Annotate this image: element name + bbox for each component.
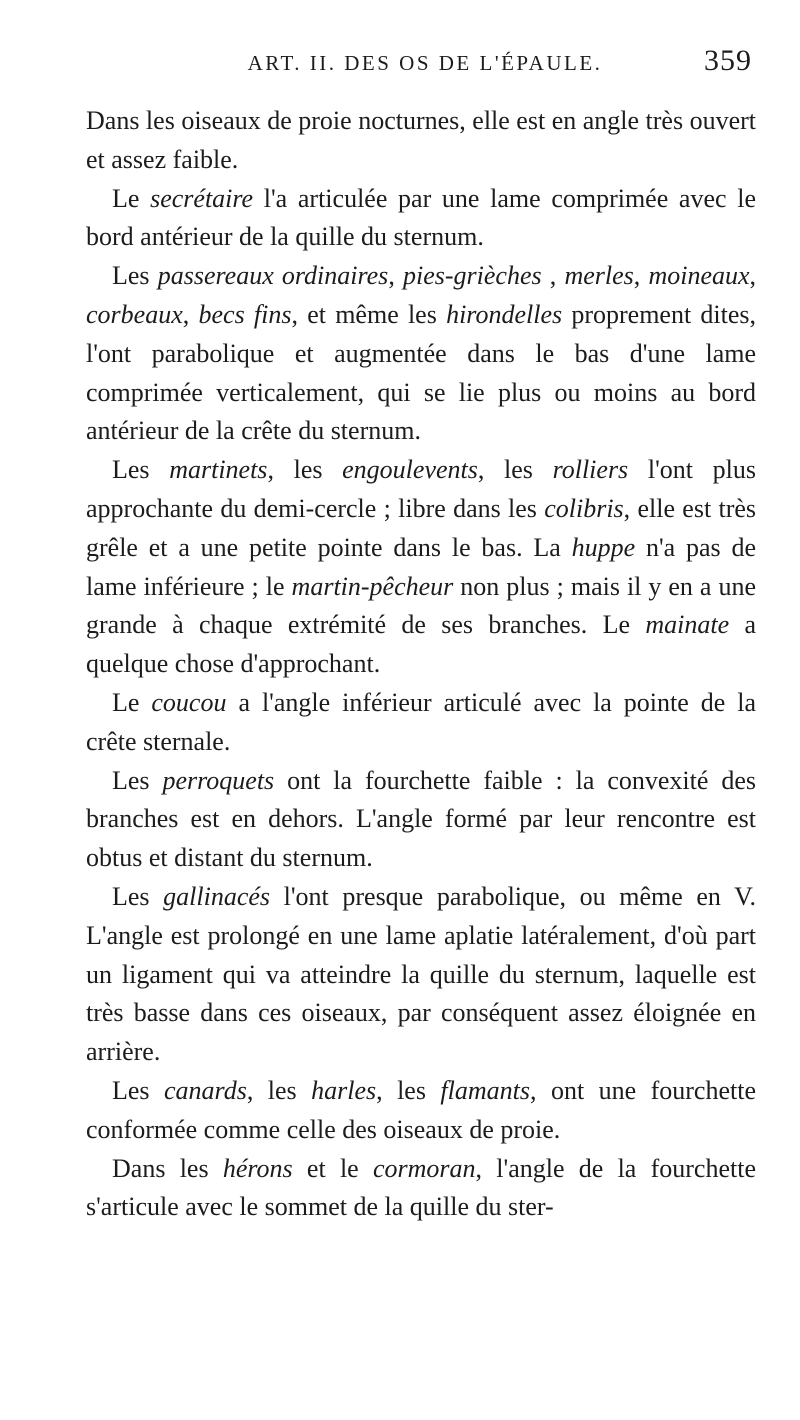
text-run: ont la fourchette faible : la convexité des branches est en dehors. L'angle formé par leur rencontre est obtus et distant du sternum. xyxy=(86,765,756,873)
text-run: Dans les oiseaux de proie nocturnes, elle est en angle très ouvert et assez faible. xyxy=(86,106,756,174)
italic-term: moineaux xyxy=(648,261,750,291)
paragraph xyxy=(86,878,756,1072)
running-head-title: ART. II. DES OS DE L'ÉPAULE. xyxy=(247,51,603,75)
text-run: , ont une fourchette conformée comme celle des oiseaux de proie. xyxy=(86,1075,756,1144)
paragraph xyxy=(86,1150,756,1228)
text-run: , elle est très grêle et a une petite pointe dans le bas. La xyxy=(86,493,757,562)
running-head xyxy=(86,44,756,100)
paragraph xyxy=(86,180,756,258)
body-text xyxy=(86,102,756,1227)
text-run: , xyxy=(541,261,565,291)
paragraph xyxy=(86,684,756,762)
italic-term: pies-grièches xyxy=(402,261,542,291)
text-run: l'ont plus approchante du demi-cercle ; libre dans les xyxy=(86,455,756,523)
italic-term: corbeaux xyxy=(86,299,183,329)
text-run: Les xyxy=(112,881,164,911)
italic-term: hérons xyxy=(222,1153,293,1183)
italic-term: secrétaire xyxy=(150,183,254,213)
italic-term: merles xyxy=(564,261,634,291)
text-run: proprement dites, l'ont parabolique et augmentée dans le bas d'une lame comprimée verticalement, qui se lie plus ou moins au bord antérieur de la crête du sternum. xyxy=(86,299,757,446)
italic-term: coucou xyxy=(151,687,227,717)
text-run: Le xyxy=(112,183,151,213)
italic-term: gallinacés xyxy=(163,881,271,911)
text-run: , les xyxy=(376,1075,441,1105)
italic-term: martinets xyxy=(169,455,268,485)
text-run: , xyxy=(388,261,403,291)
paragraph xyxy=(86,451,756,684)
italic-term: mainate xyxy=(645,610,730,640)
italic-term: becs fins xyxy=(198,299,292,329)
paragraph xyxy=(86,257,756,451)
text-run: Dans les xyxy=(112,1153,223,1183)
text-run: , et même les xyxy=(291,299,447,329)
italic-term: huppe xyxy=(571,532,636,562)
italic-term: engoulevents xyxy=(342,455,478,485)
paragraph xyxy=(86,1072,756,1150)
text-run: l'ont presque parabolique, ou même en V. L'angle est prolongé en une lame aplatie latéralement, d'où part un ligament qui va atteindre la quille du sternum, laquelle est très basse dans ces oiseaux, par conséquent assez éloignée en arrière. xyxy=(86,881,756,1067)
text-run: , les xyxy=(267,455,343,485)
text-run: , les xyxy=(477,455,553,485)
text-run: Le xyxy=(112,687,152,717)
italic-term: passereaux ordinaires xyxy=(157,261,389,291)
text-run: Les xyxy=(112,455,170,485)
paragraph xyxy=(86,102,756,180)
page-number: 359 xyxy=(704,44,752,77)
text-run: , xyxy=(182,299,199,329)
text-run: et le xyxy=(292,1153,373,1183)
text-run: Les xyxy=(112,261,158,291)
text-run: a l'angle inférieur articulé avec la pointe de la crête sternale. xyxy=(86,687,756,756)
paragraph xyxy=(86,762,756,878)
text-run: l'a articulée par une lame comprimée avec le bord antérieur de la quille du sternum. xyxy=(86,183,756,252)
text-run: Les xyxy=(112,1075,164,1105)
text-run: , xyxy=(749,261,757,291)
italic-term: hirondelles xyxy=(446,299,563,329)
text-run: , les xyxy=(246,1075,312,1105)
text-run: , l'angle de la fourchette s'articule avec le sommet de la quille du ster- xyxy=(86,1153,756,1222)
italic-term: flamants xyxy=(440,1075,530,1105)
italic-term: rolliers xyxy=(552,455,629,485)
italic-term: colibris xyxy=(544,493,624,523)
text-run: n'a pas de lame inférieure ; le xyxy=(86,532,756,601)
text-run: , xyxy=(633,261,649,291)
text-run: non plus ; mais il y en a une grande à chaque extrémité de ses branches. Le xyxy=(86,571,756,640)
italic-term: harles xyxy=(311,1075,377,1105)
text-run: Les xyxy=(112,765,163,795)
text-run: a quelque chose d'approchant. xyxy=(86,610,756,679)
italic-term: perroquets xyxy=(162,765,275,795)
italic-term: martin-pêcheur xyxy=(291,571,454,601)
italic-term: canards xyxy=(164,1075,247,1105)
italic-term: cormoran xyxy=(372,1153,476,1183)
